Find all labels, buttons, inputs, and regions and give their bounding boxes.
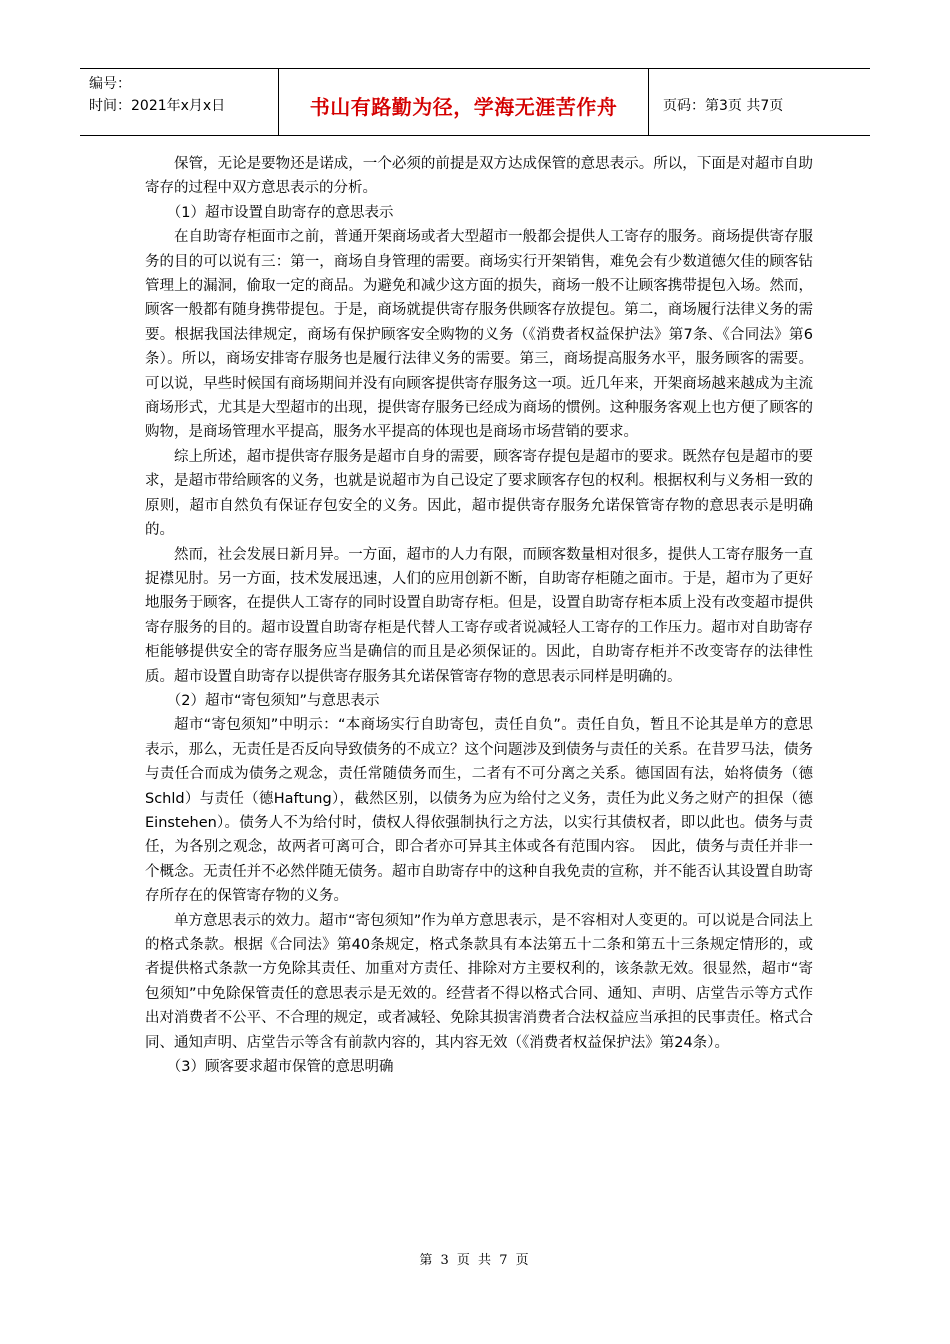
section-heading: （3）顾客要求超市保管的意思明确 bbox=[166, 1059, 394, 1076]
page-footer: 第 3 页 共 7 页 bbox=[419, 1253, 531, 1268]
section-heading: （1）超市设置自助寄存的意思表示 bbox=[166, 204, 394, 221]
body-paragraph: 单方意思表示的效力。超市“寄包须知”作为单方意思表示，是不容相对人变更的。可以说是合同法上的格式条款。根据《合同法》第40条规定，格式条款具有本法第五十二条和第五十三条规定情形的，或者提供格式条款一方免除其责任、加重对方责任、排除对方主要权利的，该条款无效。很显然，超市“寄包须知”中免除保管责任的意思表示是无效的。经营者不得以格式合同、通知、声明、店堂告示等方式作出对消费者不公平、不合理的规定，或者减轻、免除其损害消费者合法权益应当承担的民事责任。格式合同、通知声明、店堂告示等含有前款内容的，其内容无效（《消费者权益保护法》第24条）。 bbox=[145, 912, 813, 1051]
number-label: 编号： bbox=[89, 76, 131, 92]
header-page-info: 页码：第3页 共7页 bbox=[663, 98, 784, 114]
body-paragraph: 保管，无论是要物还是诺成，一个必须的前提是双方达成保管的意思表示。所以，下面是对超市自助寄存的过程中双方意思表示的分析。 bbox=[145, 156, 813, 197]
body-paragraph: 然而，社会发展日新月异。一方面，超市的人力有限，而顾客数量相对很多，提供人工寄存服务一直捉襟见肘。另一方面，技术发展迅速，人们的应用创新不断，自助寄存柜随之面市。于是，超市为了更好地服务于顾客，在提供人工寄存的同时设置自助寄存柜。但是，设置自助寄存柜本质上没有改变超市提供寄存服务的目的。超市设置自助寄存柜是代替人工寄存或者说减轻人工寄存的工作压力。超市对自助寄存柜能够提供安全的寄存服务应当是确信的而且是必须保证的。因此，自助寄存柜并不改变寄存的法律性质。超市设置自助寄存以提供寄存服务其允诺保管寄存物的意思表示同样是明确的。 bbox=[145, 546, 813, 685]
document-header bbox=[80, 68, 870, 136]
header-meta bbox=[80, 69, 279, 135]
body-paragraph: 在自助寄存柜面市之前，普通开架商场或者大型超市一般都会提供人工寄存的服务。商场提供寄存服务的目的可以说有三：第一，商场自身管理的需要。商场实行开架销售，难免会有少数道德欠佳的顾客钻管理上的漏洞，偷取一定的商品。为避免和减少这方面的损失，商场一般不让顾客携带提包入场。然而，顾客一般都有随身携带提包。于是，商场就提供寄存服务供顾客存放提包。第二，商场履行法律义务的需要。根据我国法律规定，商场有保护顾客安全购物的义务（《消费者权益保护法》第7条、《合同法》第6条）。所以，商场安排寄存服务也是履行法律义务的需要。第三，商场提高服务水平，服务顾客的需要。可以说，早些时候国有商场期间并没有向顾客提供寄存服务这一项。近几年来，开架商场越来越成为主流商场形式，尤其是大型超市的出现，提供寄存服务已经成为商场的惯例。这种服务客观上也方便了顾客的购物，是商场管理水平提高，服务水平提高的体现也是商场市场营销的要求。 bbox=[145, 229, 813, 441]
body-paragraph: 综上所述，超市提供寄存服务是超市自身的需要，顾客寄存提包是超市的要求。既然存包是超市的要求，是超市带给顾客的义务，也就是说超市为自己设定了要求顾客存包的权利。根据权利与义务相一致的原则，超市自然负有保证存包安全的义务。因此，超市提供寄存服务允诺保管寄存物的意思表示是明确的。 bbox=[145, 448, 813, 539]
date-label: 时间：2021年x月x日 bbox=[89, 98, 226, 114]
body-paragraph: 超市“寄包须知”中明示：“本商场实行自助寄包，责任自负”。责任自负，暂且不论其是单方的意思表示，那么，无责任是否反向导致债务的不成立？这个问题涉及到债务与责任的关系。在昔罗马法，债务与责任合而成为债务之观念，责任常随债务而生，二者有不可分离之关系。德国固有法，始将债务（德Schld）与责任（德Haftung），截然区别，以债务为应为给付之义务，责任为此义务之财产的担保（德Einstehen）。债务人不为给付时，债权人得依强制执行之方法，以实行其债权者，即以此也。债务与责任，为各别之观念，故两者可离可合，即合者亦可异其主体或各有范围内容。 因此，债务与责任并非一个概念。无责任并不必然伴随无债务。超市自助寄存中的这种自我免责的宣称，并不能否认其设置自助寄存所存在的保管寄存物的义务。 bbox=[145, 717, 813, 905]
header-motto: 书山有路勤为径，学海无涯苦作舟 bbox=[279, 69, 649, 135]
document-body bbox=[145, 152, 813, 1079]
section-heading: （2）超市“寄包须知”与意思表示 bbox=[166, 692, 380, 709]
